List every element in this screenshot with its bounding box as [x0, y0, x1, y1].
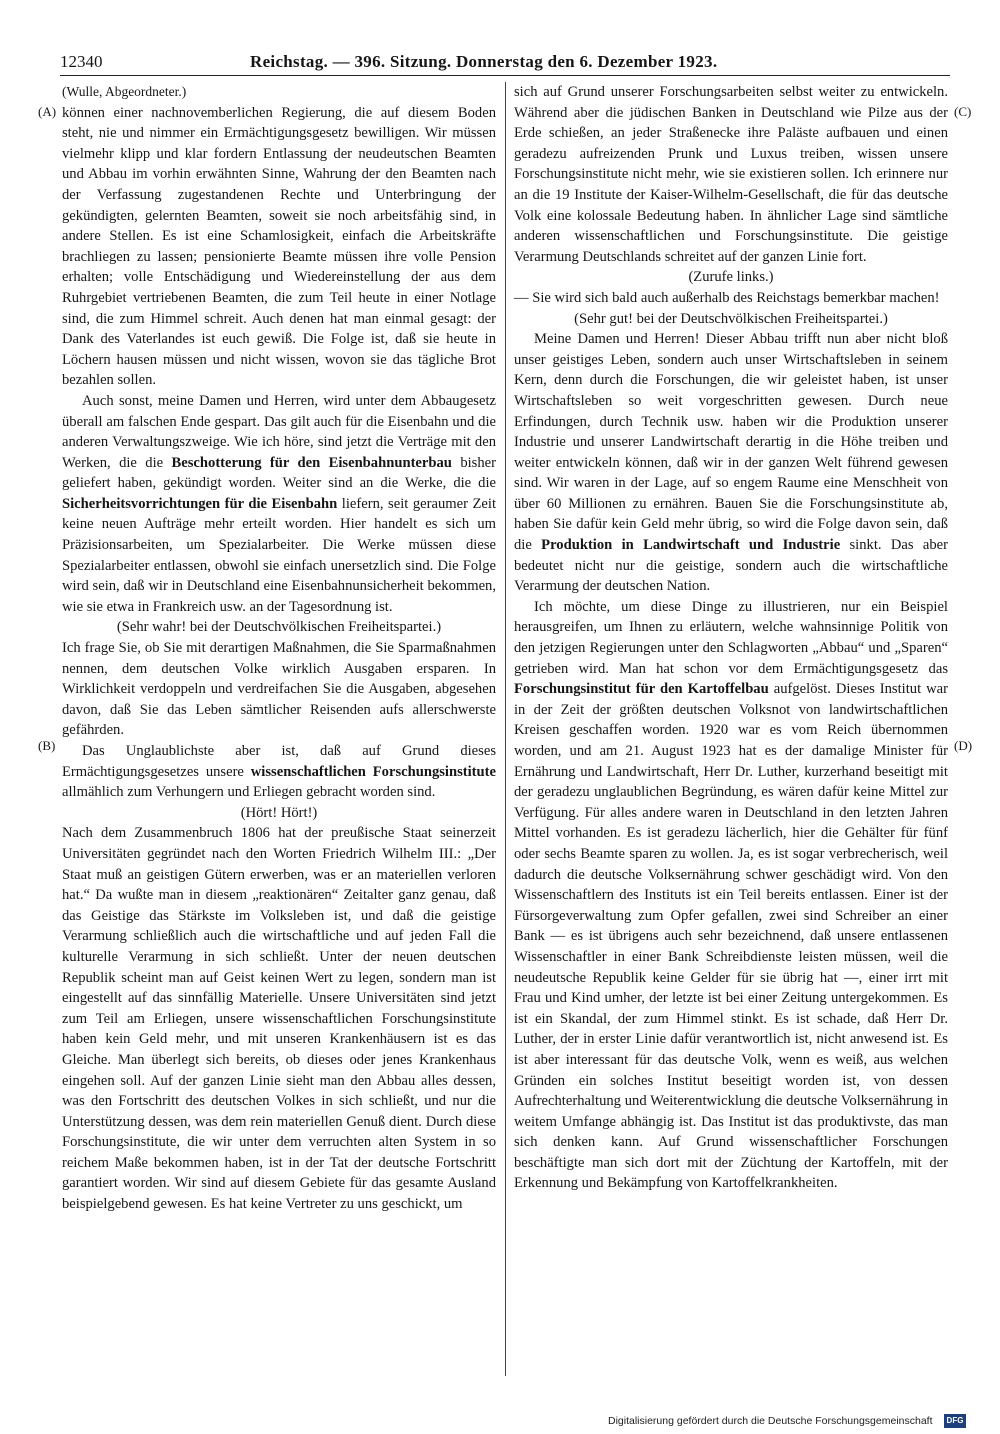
footer — [598, 1414, 968, 1430]
emphasis: wissenschaftlichen Forschungsinstitute — [250, 763, 496, 780]
page-number: 12340 — [60, 52, 103, 71]
interjection: (Zurufe links.) — [688, 269, 774, 286]
interjection: (Hört! Hört!) — [240, 804, 318, 821]
margin-marker-b: (B) — [38, 738, 56, 753]
emphasis: Forschungsinstitut für den Kartoffelbau — [514, 681, 769, 698]
margin-marker-d: (D) — [954, 738, 973, 753]
margin-marker-c: (C) — [954, 104, 972, 119]
emphasis: Sicherheitsvorrichtungen für die Eisenbahn — [62, 495, 338, 512]
interjection: (Sehr gut! bei der Deutschvölkischen Freiheitspartei.) — [574, 310, 888, 327]
speaker-attribution: (Wulle, Abgeordneter.) — [62, 84, 187, 99]
paragraph: Das Unglaublichste aber ist, daß auf Grund dieses Ermächtigungsgesetzes unsere wissenschaftlichen Forschungsinstitute allmählich zum Verhungern und Erliegen gebracht worden sind. — [62, 743, 496, 801]
paragraph: Meine Damen und Herren! Dieser Abbau trifft nun aber nicht bloß unser geistiges Leben, sondern auch unser Wirtschaftsleben in seinem Kern, denn durch die Forschungen, die wir geleistet haben, ist unser Wirtschaftsleben so weit vorgeschritten gewesen. Durch neue Erfindungen, durch Technik usw. haben wir die Produktion unserer Industrie und unserer Landwirtschaft derartig in die Höhe treiben und weiter entwickeln können, daß wir in der ganzen Welt führend gewesen sind. Wir waren in der Lage, auf so engem Raume eine Menschheit von über 60 Millionen zu ernähren. Bauen Sie die Forschungsinstitute ab, haben Sie dafür kein Geld mehr übrig, so wird die Folge davon sein, daß die Produktion in Landwirtschaft und Industrie sinkt. Das aber bedeutet nicht nur die geistige, sondern auch die wirtschaftliche Verarmung der deutschen Nation. — [514, 331, 948, 595]
footer-credit: Digitalisierung gefördert durch die Deutsche Forschungsgemeinschaft — [608, 1415, 933, 1427]
emphasis: Produktion in Landwirtschaft und Industrie — [541, 537, 841, 554]
emphasis: Beschotterung für den Eisenbahnunterbau — [171, 454, 452, 471]
paragraph: sich auf Grund unserer Forschungsarbeiten selbst weiter zu entwickeln. Während aber die jüdischen Banken in Deutschland wie Pilze aus der Erde schießen, an jeder Straßenecke ihre Paläste aufbauen und einen geradezu aufreizenden Prunk und Luxus treiben, wissen unsere Forschungsinstitute nicht mehr, wie sie existieren sollen. Ich erinnere nur an die 19 Institute der Kaiser-Wilhelm-Gesellschaft, die für das deutsche Volk eine kolossale Bedeutung haben. In ähnlicher Lage sind sämtliche anderen wissenschaftlichen und Forschungsinstitute. Die geistige Verarmung Deutschlands schreitet auf der ganzen Linie fort. — [514, 84, 948, 265]
interjection: (Sehr wahr! bei der Deutschvölkischen Freiheitspartei.) — [116, 619, 442, 636]
page-header — [60, 46, 950, 76]
dfg-logo-icon: DFG — [944, 1414, 966, 1428]
margin-marker-a: (A) — [38, 104, 57, 119]
paragraph: können einer nachnovemberlichen Regierung, die auf diesem Boden steht, nie und nimmer ein Ermächtigungsgesetz bewilligen. Wir müssen vielmehr klipp und klar fordern Entlassung der neudeutschen Beamten und Abbau im vorhin erwähnten Sinne, Wahrung der den Beamten nach der Verfassung zugestandenen Rechte und Unterbringung der gekündigten, gelernten Beamten, soweit sie noch arbeitsfähig sind, in andere Stellen. Es ist eine Schamlosigkeit, einfach die Arbeitskräfte brachliegen zu lassen; pensionierte Beamte müssen ihre volle Pension erhalten; volle Entschädigung und Wiedereinstellung der aus dem Ruhrgebiet vertriebenen Beamten, die zum Teil heute in einer Notlage sind, die zum Himmel schreit. Auch denen hat man einmal gesagt: der Dank des Vaterlandes ist euch gewiß. Die Folge ist, daß sie heute in Löchern hausen müssen und nicht wissen, wovon sie das tägliche Brot bezahlen sollen. — [62, 104, 496, 389]
paragraph: — Sie wird sich bald auch außerhalb des Reichstags bemerkbar machen! — [514, 289, 940, 306]
left-column — [62, 82, 496, 1215]
right-column — [514, 82, 948, 1194]
paragraph: Ich frage Sie, ob Sie mit derartigen Maßnahmen, die Sie Sparmaßnahmen nennen, dem deutschen Volke wirklich Ausgaben ersparen. In Wirklichkeit verdoppeln und verdreifachen Sie die Ausgaben, abgesehen davon, daß Sie das Leben sämtlicher Reisenden aufs allerschwerste gefährden. — [62, 640, 496, 739]
running-title: Reichstag. — 396. Sitzung. Donnerstag den 6. Dezember 1923. — [250, 52, 718, 71]
paragraph: Auch sonst, meine Damen und Herren, wird unter dem Abbaugesetz überall am falschen Ende gespart. Das gilt auch für die Eisenbahn und die anderen Verwaltungszweige. Wie ich höre, sind jetzt die Verträge mit den Werken, die die Beschotterung für den Eisenbahnunterbau bisher geliefert haben, gekündigt worden. Weiter sind an die Werke, die die Sicherheitsvorrichtungen für die Eisenbahn liefern, seit geraumer Zeit keine neuen Aufträge mehr erteilt worden. Hier handelt es sich um Präzisionsarbeiten, um Spezialarbeiter. Die Werke müssen diese Spezialarbeiter entlassen, obwohl sie einfach unersetzlich sind. Die Folge wird sein, daß wir in Deutschland eine Eisenbahnunsicherheit bekommen, wie sie etwa in Frankreich usw. an der Tagesordnung ist. — [62, 392, 496, 615]
column-divider — [505, 82, 506, 1376]
paragraph: Nach dem Zusammenbruch 1806 hat der preußische Staat seinerzeit Universitäten gegründet nach den Worten Friedrich Wilhelm III.: „Der Staat muß an geistigen Gütern erwerben, was er an materiellen verloren hat.“ Da wußte man in diesem „reaktionären“ Zeitalter ganz genau, daß das Geistige das Stärkste im Volksleben ist, und daß die geistige Verarmung schließlich auch die wirtschaftliche und auf jeden Fall die kulturelle Verarmung in sich schließt. Unter der neuen deutschen Republik scheint man auf Geist keinen Wert zu legen, sondern man ist eingestellt auf das sinnfällig Materielle. Unsere Universitäten sind jetzt zum Teil am Erliegen, unsere wissenschaftlichen Forschungsinstitute haben kein Geld mehr, und mit unseren Krankenhäusern ist es das Gleiche. Man überlegt sich bereits, ob dieses oder jenes Krankenhaus eingehen soll. Auf der ganzen Linie sieht man den Abbau alles dessen, was den Fortschritt des deutschen Volkes in sich schließt, und nur die Unterstützung dessen, was dem rein materiellen Genuß dient. Durch diese Forschungsinstitute, die wir unter dem verruchten alten System in so reichem Maße bekommen haben, ist in der Tat der deutsche Fortschritt garantiert worden. Wir sind auf diesem Gebiete für das gesamte Ausland beispielgebend gewesen. Es hat keine Vertreter zu uns geschickt, um — [62, 825, 496, 1213]
paragraph: Ich möchte, um diese Dinge zu illustrieren, nur ein Beispiel herausgreifen, um Ihnen zu erläutern, welche wahnsinnige Politik von den jetzigen Regierungen unter den Schlagworten „Abbau“ und „Sparen“ getrieben wird. Man hat schon vor dem Ermächtigungsgesetz das Forschungsinstitut für den Kartoffelbau aufgelöst. Dieses Institut war in der Zeit der größten deutschen Volksnot von landwirtschaftlichen Kreisen geschaffen worden. 1920 war es vom Reich übernommen worden, und am 21. August 1923 hat es der damalige Minister für Ernährung und Landwirtschaft, Herr Dr. Luther, kurzerhand beseitigt mit der geradezu unglaublichen Begründung, es wären dafür keine Mittel zur Verfügung. Für alles andere waren in Deutschland in den letzten Jahren Mittel vorhanden. Es ist geradezu lächerlich, hier die Gehälter für fünf oder sechs Beamte sparen zu wollen. Ja, es ist sogar verbrecherisch, weil dadurch die deutsche Volksernährung schwer geschädigt wird. Von den Wissenschaftlern des Instituts ist ein Teil bereits entlassen. Einer ist der Fürsorgeverwaltung zum Opfer gefallen, zwei sind Schreiber an einer Bank — es ist übrigens auch sehr bezeichnend, daß unsere entlassenen Wissenschaftler in einer Bank Schreibdienste leisten müssen, weil die neudeutsche Republik keine Gelder für sie übrig hat —, einer irrt mit Frau und Kind umher, der letzte ist bei einer Zeitung untergekommen. Es ist ein Skandal, der zum Himmel stinkt. Es ist schade, daß Herr Dr. Luther, der in erster Linie dafür verantwortlich ist, nicht anwesend ist. Es ist aber interessant für das deutsche Volk, wenn es weiß, aus welchen Gründen ein solches Institut beseitigt worden ist, von dessen Aufrechterhaltung und Weiterentwicklung die deutsche Volksernährung in weitem Umfange abhängig ist. Das Institut ist das produktivste, das man sich denken kann. Auf Grund wissenschaftlicher Forschungen beschäftigte man sich dort mit der Züchtung der Kartoffeln, mit der Erkennung und Bekämpfung von Kartoffelkrankheiten. — [514, 598, 948, 1192]
